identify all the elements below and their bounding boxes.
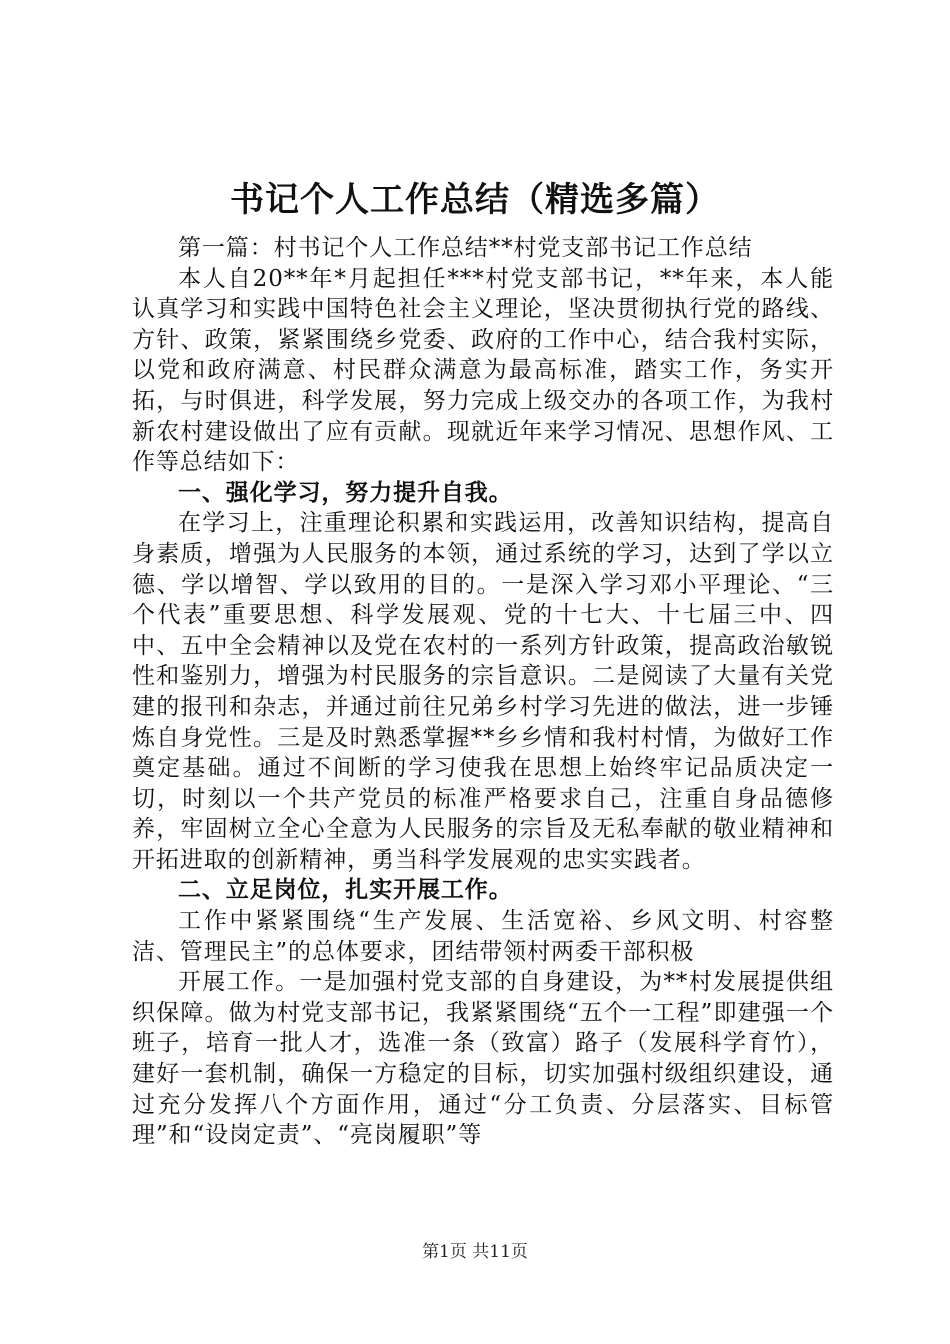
- paragraph-study: 在学习上，注重理论积累和实践运用，改善知识结构，提高自身素质，增强为人民服务的本领，通过系统的学习，达到了学以立德、学以增智、学以致用的目的。一是深入学习邓小平理论、“三个代表”重要思想、科学发展观、党的十七大、十七届三中、四中、五中全会精神以及党在农村的一系列方针政策，提高政治敏锐性和鉴别力，增强为村民服务的宗旨意识。二是阅读了大量有关党建的报刊和杂志，并通过前往兄弟乡村学习先进的做法，进一步锤炼自身党性。三是及时熟悉掌握**乡乡情和我村村情，为做好工作奠定基础。通过不间断的学习使我在思想上始终牢记品质决定一切，时刻以一个共产党员的标准严格要求自己，注重自身品德修养，牢固树立全心全意为人民服务的宗旨及无私奉献的敬业精神和开拓进取的创新精神，勇当科学发展观的忠实实践者。: [132, 510, 834, 873]
- page-number-footer: 第1页 共11页: [422, 1242, 528, 1262]
- document-title: 书记个人工作总结（精选多篇）: [230, 180, 720, 220]
- paragraph-section-intro: 第一篇：村书记个人工作总结**村党支部书记工作总结: [178, 235, 753, 261]
- section-heading-study: 一、强化学习，努力提升自我。: [178, 479, 513, 506]
- paragraph-opening: 本人自20**年*月起担任***村党支部书记，**年来，本人能认真学习和实践中国特色社会主义理论，坚决贯彻执行党的路线、方针、政策，紧紧围绕乡党委、政府的工作中心，结合我村实际，以党和政府满意、村民群众满意为最高标准，踏实工作，务实开拓，与时俱进，科学发展，努力完成上级交办的各项工作，为我村新农村建设做出了应有贡献。现就近年来学习情况、思想作风、工作等总结如下：: [132, 265, 834, 476]
- paragraph-work-intro: 工作中紧紧围绕“生产发展、生活宽裕、乡风文明、村容整洁、管理民主”的总体要求，团结带领村两委干部积极: [132, 908, 834, 965]
- paragraph-work-detail: 开展工作。一是加强村党支部的自身建设，为**村发展提供组织保障。做为村党支部书记，我紧紧围绕“五个一工程”即建强一个班子，培育一批人才，选准一条（致富）路子（发展科学育竹），建好一套机制，确保一方稳定的目标，切实加强村级组织建设，通过充分发挥八个方面作用，通过“分工负责、分层落实、目标管理”和“设岗定责”、“亮岗履职”等: [132, 969, 834, 1149]
- document-body: [132, 233, 834, 1151]
- section-heading-work: 二、立足岗位，扎实开展工作。: [178, 877, 513, 904]
